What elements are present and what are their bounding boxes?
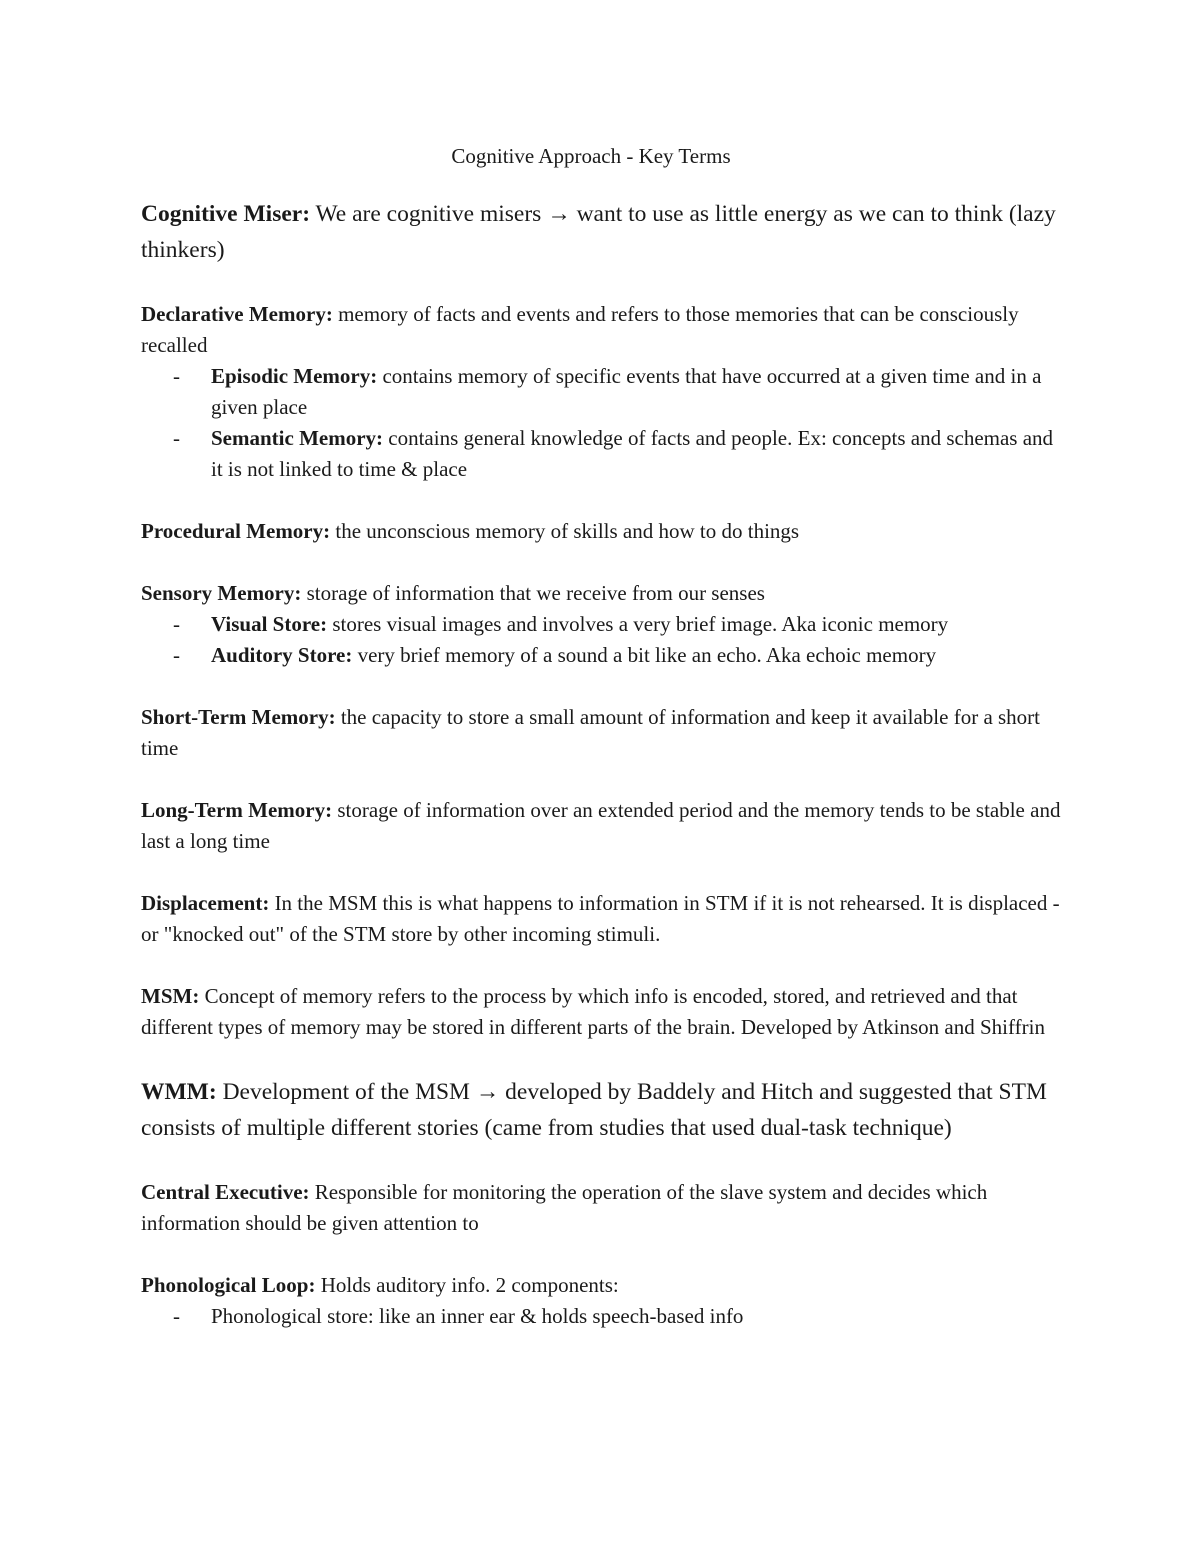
sub-definition: contains memory of specific events that have occurred at a given time and in a given place <box>211 364 1042 419</box>
list-item <box>141 1301 1061 1332</box>
sub-term: Visual Store: <box>211 612 328 636</box>
bullet-dash: - <box>173 364 180 388</box>
bullet-dash: - <box>173 643 180 667</box>
bullet-dash: - <box>173 612 180 636</box>
entry-term: Long-Term Memory: <box>141 798 333 822</box>
entry-definition: memory of facts and events and refers to those memories that can be consciously recalled <box>141 302 1019 357</box>
bullet-dash: - <box>173 1304 180 1328</box>
document-page <box>141 138 1061 1363</box>
list-item <box>141 640 1061 671</box>
sub-definition: Phonological store: like an inner ear & holds speech-based info <box>211 1304 744 1328</box>
entry-definition: Concept of memory refers to the process by which info is encoded, stored, and retrieved and that different types of memory may be stored in different parts of the brain. Developed by Atkinson and Shiffrin <box>141 984 1045 1039</box>
entry-definition: the unconscious memory of skills and how to do things <box>330 519 800 543</box>
entry-term: Phonological Loop: <box>141 1273 316 1297</box>
sub-term: Episodic Memory: <box>211 364 378 388</box>
entry-phonological-loop <box>141 1270 1061 1332</box>
entry-definition: storage of information that we receive from our senses <box>301 581 765 605</box>
sub-list <box>141 1301 1061 1332</box>
entry-msm <box>141 981 1061 1043</box>
entry-short-term-memory <box>141 702 1061 764</box>
entry-definition: Responsible for monitoring the operation of the slave system and decides which information should be given attention to <box>141 1180 988 1235</box>
entry-definition: Holds auditory info. 2 components: <box>315 1273 619 1297</box>
list-item <box>141 609 1061 640</box>
sub-definition: contains general knowledge of facts and people. Ex: concepts and schemas and it is not linked to time & place <box>211 426 1054 481</box>
bullet-dash: - <box>173 426 180 450</box>
list-item <box>141 423 1061 485</box>
sub-list <box>141 609 1061 671</box>
document-title: Cognitive Approach - Key Terms <box>451 144 731 168</box>
sub-list <box>141 361 1061 485</box>
sub-definition: very brief memory of a sound a bit like an echo. Aka echoic memory <box>352 643 937 667</box>
entry-term: Procedural Memory: <box>141 519 331 543</box>
entry-long-term-memory <box>141 795 1061 857</box>
entry-term: Declarative Memory: <box>141 302 333 326</box>
entry-definition: storage of information over an extended period and the memory tends to be stable and last a long time <box>141 798 1061 853</box>
entry-definition: We are cognitive misers → want to use as little energy as we can to think (lazy thinkers) <box>141 201 1056 263</box>
entry-sensory-memory <box>141 578 1061 671</box>
entry-term: WMM: <box>141 1079 217 1105</box>
entry-declarative-memory <box>141 299 1061 485</box>
entry-term: Displacement: <box>141 891 270 915</box>
entry-wmm <box>141 1074 1061 1146</box>
sub-term: Auditory Store: <box>211 643 353 667</box>
entry-definition: the capacity to store a small amount of information and keep it available for a short time <box>141 705 1041 760</box>
entry-procedural-memory <box>141 516 1061 547</box>
entry-displacement <box>141 888 1061 950</box>
entry-term: MSM: <box>141 984 200 1008</box>
list-item <box>141 361 1061 423</box>
entry-cognitive-miser <box>141 196 1061 268</box>
entry-definition: Development of the MSM → developed by Baddely and Hitch and suggested that STM consists of multiple different stories (came from studies that used dual-task technique) <box>141 1079 1047 1141</box>
sub-term: Semantic Memory: <box>211 426 384 450</box>
entry-term: Sensory Memory: <box>141 581 302 605</box>
entry-term: Cognitive Miser: <box>141 201 311 227</box>
entry-central-executive <box>141 1177 1061 1239</box>
sub-definition: stores visual images and involves a very brief image. Aka iconic memory <box>327 612 949 636</box>
entry-definition: In the MSM this is what happens to information in STM if it is not rehearsed. It is displaced - or "knocked out" of the STM store by other incoming stimuli. <box>141 891 1060 946</box>
entry-term: Central Executive: <box>141 1180 310 1204</box>
entry-term: Short-Term Memory: <box>141 705 336 729</box>
